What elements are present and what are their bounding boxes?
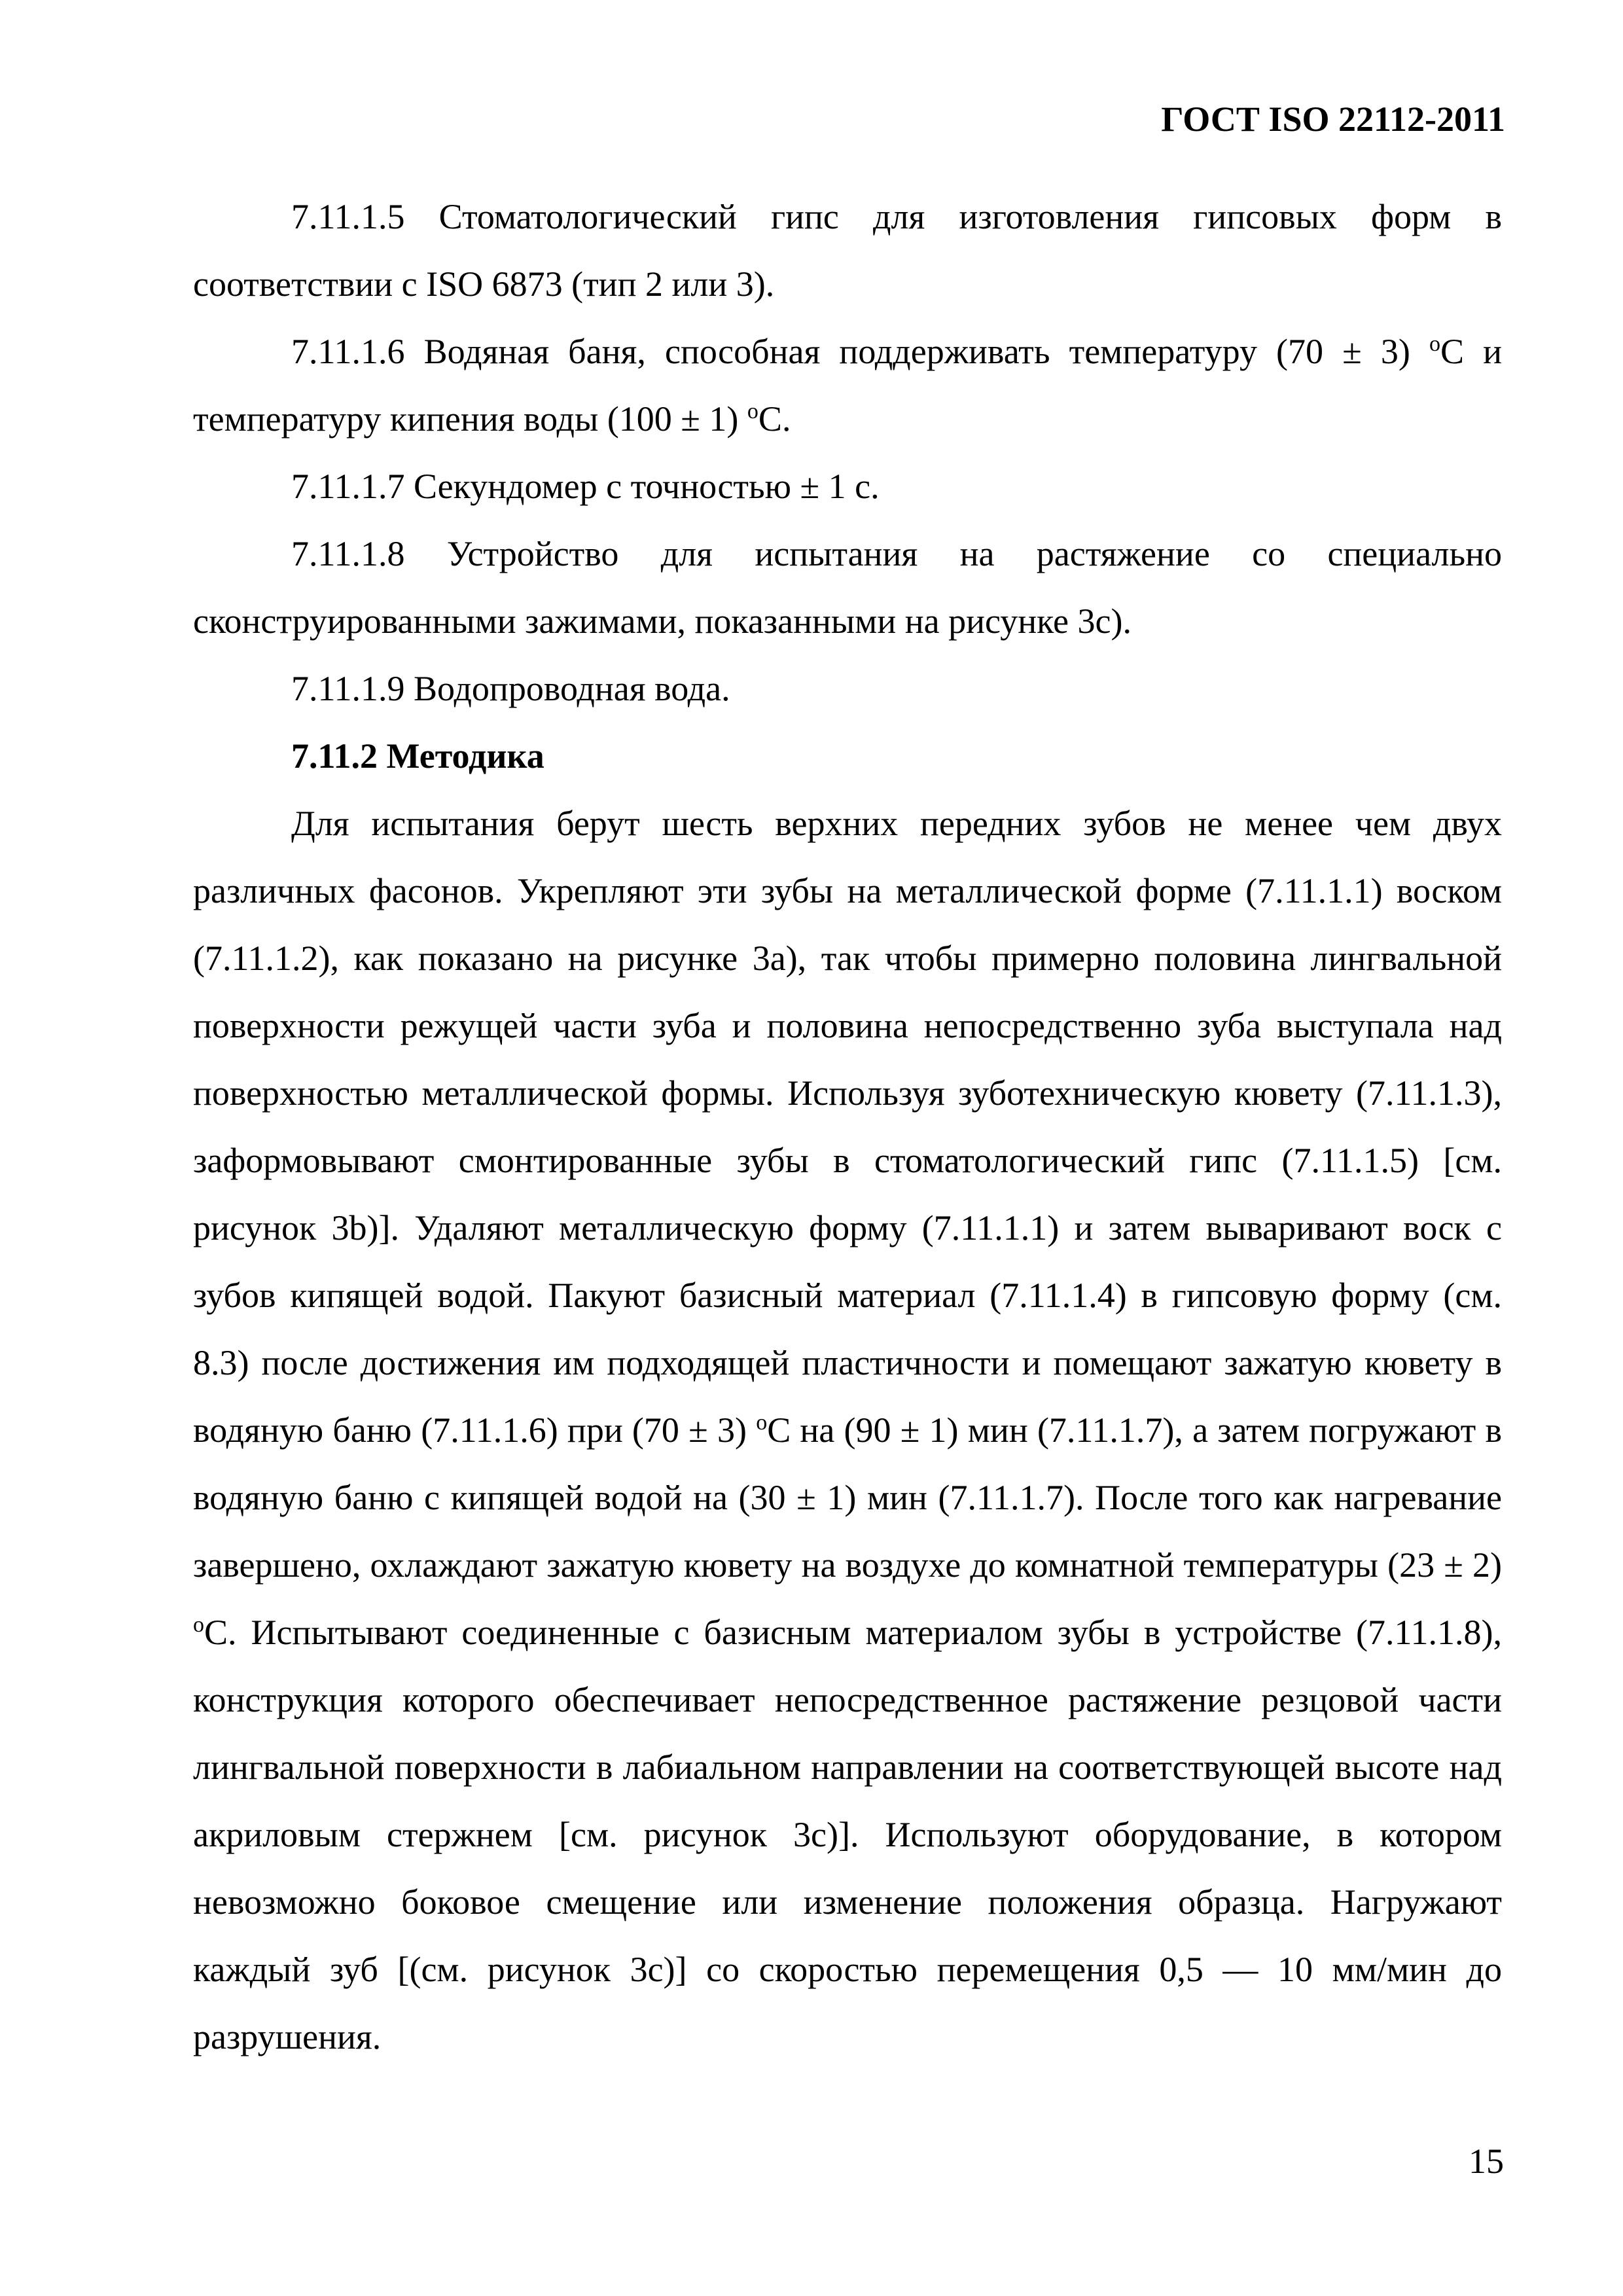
paragraph-text-segment: Для испытания берут шесть верхних передних зубов не менее чем двух различных фасонов. Укрепляют эти зубы на металлической форме (7.11.1.1) воском (7.11.1.2), как показано на рисунке 3a), так чтобы примерно половина лингвальной поверхности режущей части зуба и половина непосредственно зуба выступала над поверхностью металлической формы. Используя зуботехническую кювету (7.11.1.3), заформовывают смонтированные зубы в стоматологический гипс (7.11.1.5) [см. рисунок 3b)]. Удаляют металлическую форму (7.11.1.1) и затем вываривают воск с зубов кипящей водой. Пакуют базисный материал (7.11.1.4) в гипсовую форму (см. 8.3) после достижения им подходящей пластичности и помещают зажатую кювету в водяную баню (7.11.1.6) при (70 ± 3) (193, 804, 1502, 1450)
paragraph-text-segment: С. Испытывают соединенные с базисным материалом зубы в устройстве (7.11.1.8), конструкция которого обеспечивает непосредственное растяжение резцовой части лингвальной поверхности в лабиальном направлении на соответствующей высоте над акриловым стержнем [см. рисунок 3c)]. Используют оборудование, в котором невозможно боковое смещение или изменение положения образца. Нагружают каждый зуб [(см. рисунок 3c)] со скоростью перемещения 0,5 — 10 мм/мин до разрушения. (193, 1613, 1502, 2056)
paragraph-7-11-1-6 (193, 318, 1502, 453)
document-code-header: ГОСТ ISO 22112-2011 (1161, 99, 1505, 139)
paragraph-7-11-1-5: 7.11.1.5 Стоматологический гипс для изготовления гипсовых форм в соответствии с ISO 6873 (тип 2 или 3). (193, 197, 1502, 304)
paragraph-text-segment: С на (90 ± 1) мин (7.11.1.7), а затем погружают в водяную баню с кипящей водой на (30 ± 1) мин (7.11.1.7). После того как нагревание завершено, охлаждают зажатую кювету на воздухе до комнатной температуры (23 ± 2) (193, 1410, 1502, 1585)
paragraph-text-segment: С. (758, 399, 791, 439)
page-number: 15 (1469, 2142, 1504, 2181)
paragraph-7-11-1-8: 7.11.1.8 Устройство для испытания на растяжение со специально сконструированными зажимами, показанными на рисунке 3c). (193, 534, 1502, 641)
degree-superscript: o (747, 399, 758, 423)
degree-superscript: o (1429, 332, 1440, 356)
section-heading-7-11-2: 7.11.2 Методика (291, 736, 544, 776)
paragraph-7-11-1-7: 7.11.1.7 Секундомер с точностью ± 1 с. (291, 467, 880, 506)
document-body (193, 183, 1502, 2071)
method-paragraph (193, 790, 1502, 2071)
paragraph-text-segment: С и температуру кипения воды (100 ± 1) (193, 332, 1502, 439)
paragraph-7-11-1-9: 7.11.1.9 Водопроводная вода. (291, 669, 730, 708)
degree-superscript: o (756, 1410, 768, 1435)
paragraph-text-segment: 7.11.1.6 Водяная баня, способная поддерживать температуру (70 ± 3) (291, 332, 1429, 371)
degree-superscript: o (193, 1613, 204, 1637)
